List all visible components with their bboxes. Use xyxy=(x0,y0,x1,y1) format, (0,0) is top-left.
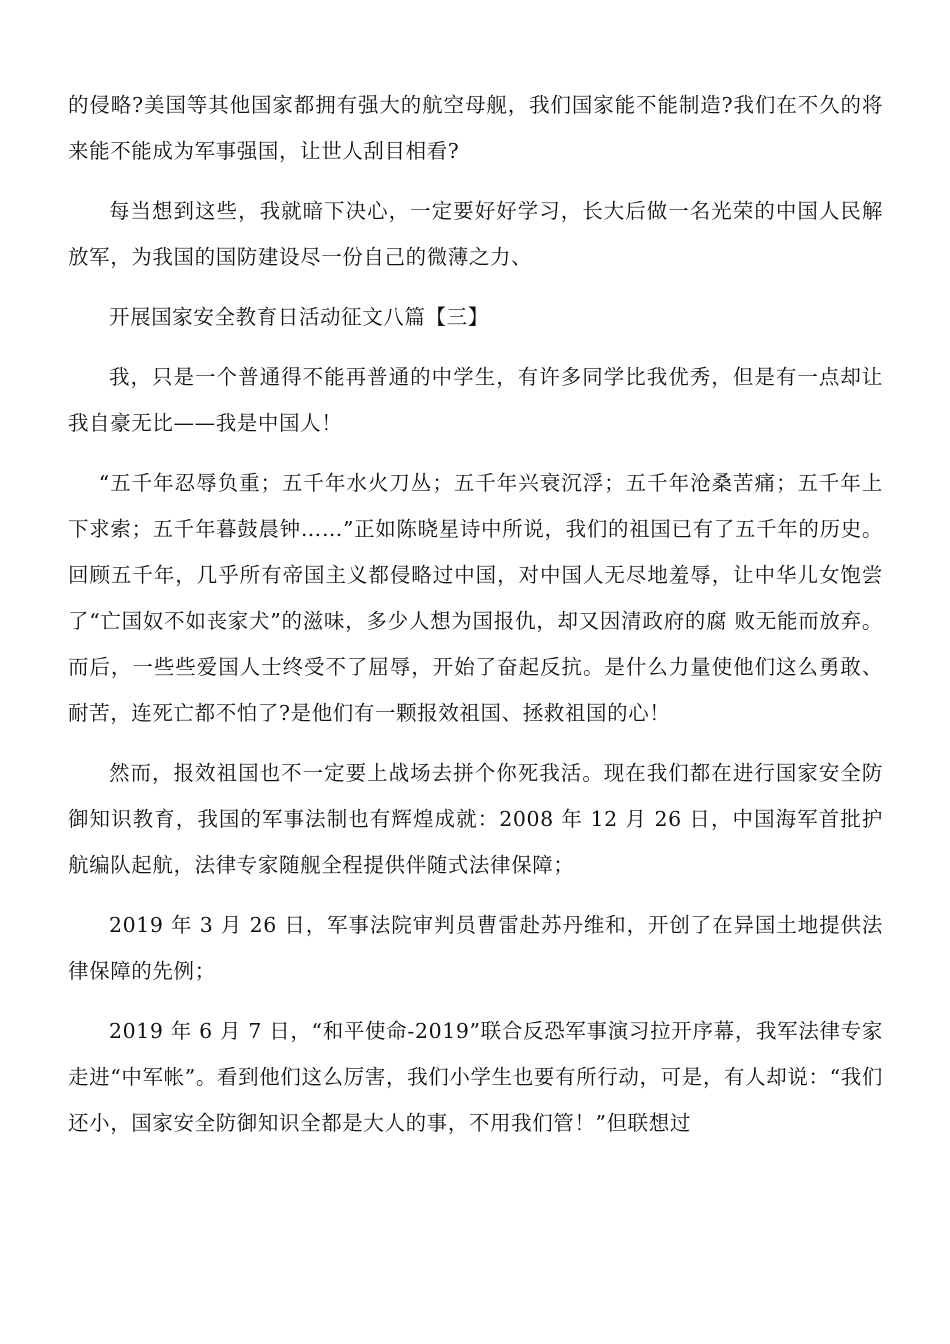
paragraph-military-law: 然而，报效祖国也不一定要上战场去拼个你死我活。现在我们都在进行国家安全防御知识教育，我国的军事法制也有辉煌成就：2008 年 12 月 26 日，中国海军首批护航编队起航，法律专家随舰全程提供伴随式法律保障； xyxy=(68,761,883,877)
document-page xyxy=(68,82,883,1160)
paragraph-five-thousand-years: “五千年忍辱负重；五千年水火刀丛；五千年兴衰沉浮；五千年沧桑苦痛；五千年上下求索；五千年暮鼓晨钟……”正如陈晓星诗中所说，我们的祖国已有了五千年的历史。回顾五千年，几乎所有帝国主义都侵略过中国，对中国人无尽地羞辱，让中华儿女饱尝了“亡国奴不如丧家犬”的滋味，多少人想为国报仇，却又因清政府的腐 败无能而放弃。而后，一些些爱国人士终受不了屈辱，开始了奋起反抗。是什么力量使他们这么勇敢、耐苦，连死亡都不怕了?是他们有一颗报效祖国、拯救祖国的心！ xyxy=(68,471,883,725)
section-heading: 开展国家安全教育日活动征文八篇【三】 xyxy=(109,305,489,329)
paragraph-peace-mission: 2019 年 6 月 7 日，“和平使命-2019”联合反恐军事演习拉开序幕，我军法律专家走进“中军帐”。看到他们这么厉害，我们小学生也要有所行动，可是，有人却说：“我们还小，国家安全防御知识全都是大人的事，不用我们管！”但联想过 xyxy=(68,1019,883,1135)
paragraph-continuation: 的侵略?美国等其他国家都拥有强大的航空母舰，我们国家能不能制造?我们在不久的将来能不能成为军事强国，让世人刮目相看? xyxy=(68,93,883,163)
paragraph-sudan-peacekeeping: 2019 年 3 月 26 日，军事法院审判员曹雷赴苏丹维和，开创了在异国土地提供法律保障的先例； xyxy=(68,913,883,983)
paragraph-resolve: 每当想到这些，我就暗下决心，一定要好好学习，长大后做一名光荣的中国人民解放军，为我国的国防建设尽一份自己的微薄之力、 xyxy=(68,199,883,269)
paragraph-proud-chinese: 我，只是一个普通得不能再普通的中学生，有许多同学比我优秀，但是有一点却让我自豪无比——我是中国人！ xyxy=(68,365,883,435)
